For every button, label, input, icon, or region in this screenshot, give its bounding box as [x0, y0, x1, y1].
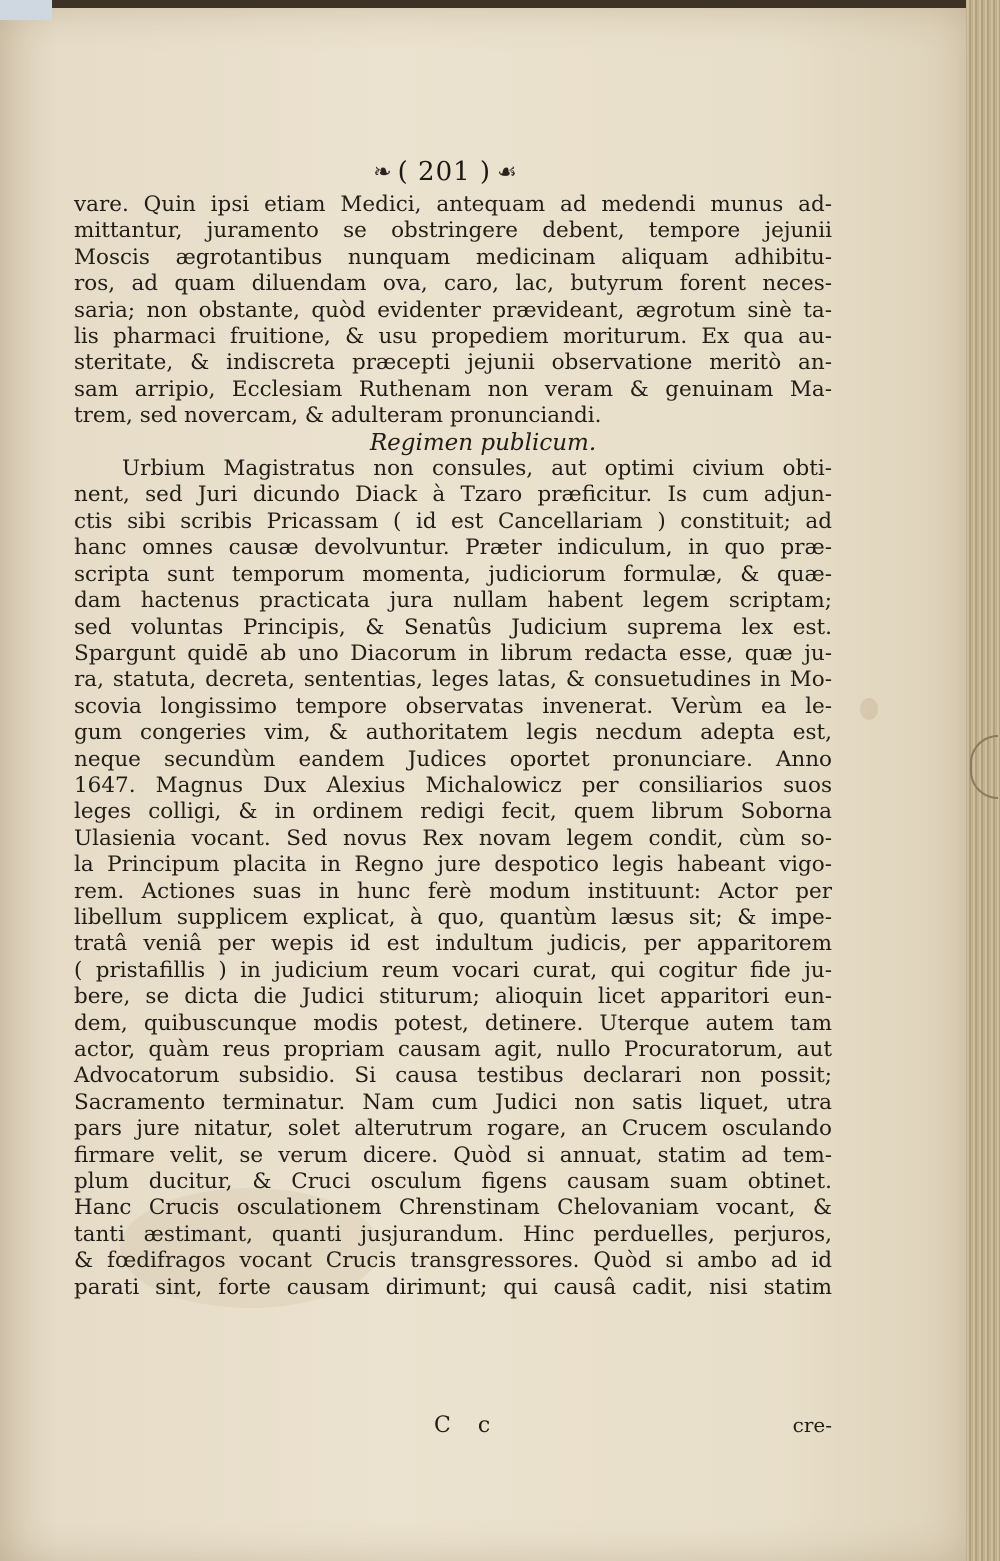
left-ornament-icon: ❧ [373, 159, 392, 185]
text-line: Sacramento terminatur. Nam cum Judici non satis liquet, utra [74, 1089, 832, 1115]
text-line: ros, ad quam diluendam ova, caro, lac, butyrum forent neces- [74, 271, 832, 297]
text-line: neque secundùm eandem Judices oportet pronunciare. Anno [74, 746, 832, 772]
text-line: libellum supplicem explicat, à quo, quantùm læsus sit; & impe- [74, 904, 832, 930]
body-text [74, 192, 832, 1301]
text-line: actor, quàm reus propriam causam agit, nullo Procuratorum, aut [74, 1037, 832, 1062]
text-line: plum ducitur, & Cruci osculum figens causam suam obtinet. [74, 1169, 832, 1195]
text-line: 1647. Magnus Dux Alexius Michalowicz per consiliarios suos [74, 772, 832, 798]
shelf-mark-label [0, 0, 52, 20]
signature-mark: C c [434, 1413, 501, 1438]
text-line: bere, se dicta die Judici stiturum; alioquin licet apparitori eun- [74, 984, 832, 1010]
section-heading: Regimen publicum. [369, 429, 597, 456]
text-line: gum congeries vim, & authoritatem legis necdum adepta est, [74, 720, 832, 746]
text-line: tanti æstimant, quanti jusjurandum. Hinc perduelles, perjuros, [74, 1221, 832, 1247]
catchword: cre- [792, 1413, 832, 1437]
text-line: lis pharmaci fruitione, & usu propediem moriturum. Ex qua au- [74, 324, 832, 350]
text-line: saria; non obstante, quòd evidenter prævideant, ægrotum sinè ta- [74, 297, 832, 323]
text-line: Hanc Crucis osculationem Chrenstinam Chelovaniam vocant, & [74, 1195, 832, 1221]
text-line: parati sint, forte causam dirimunt; qui causâ cadit, nisi statim [74, 1274, 832, 1300]
text-line: Spargunt quidē ab uno Diacorum in librum redacta esse, quæ ju- [74, 640, 832, 666]
text-line: la Principum placita in Regno jure despotico legis habeant vigo- [74, 852, 832, 878]
text-line: Advocatorum subsidio. Si causa testibus declarari non possit; [74, 1063, 832, 1089]
text-line: vare. Quin ipsi etiam Medici, antequam ad medendi munus ad- [74, 192, 832, 217]
text-line: Urbium Magistratus non consules, aut optimi civium obti- [122, 456, 832, 482]
ink-stain [860, 698, 878, 720]
text-line: rem. Actiones suas in hunc ferè modum instituunt: Actor per [74, 878, 832, 904]
text-line: trem, sed novercam, & adulteram pronunciandi. [74, 403, 602, 429]
text-line: mittantur, juramento se obstringere debent, tempore jejunii [74, 218, 832, 244]
text-line: tratâ veniâ per wepis id est indultum judicis, per apparitorem [74, 931, 832, 957]
text-line: ( pristafillis ) in judicium reum vocari curat, qui cogitur fide ju- [74, 957, 832, 983]
text-line: & fœdifragos vocant Crucis transgressores. Quòd si ambo ad id [74, 1248, 832, 1274]
text-line: Moscis ægrotantibus nunquam medicinam aliquam adhibitu- [74, 244, 832, 270]
text-line: Ulasienia vocant. Sed novus Rex novam legem condit, cùm so- [74, 825, 832, 851]
text-line: sed voluntas Principis, & Senatûs Judicium suprema lex est. [74, 614, 832, 640]
text-line: pars jure nitatur, solet alterutrum rogare, an Crucem osculando [74, 1116, 832, 1142]
text-line: dam hactenus practicata jura nullam habent legem scriptam; [74, 588, 832, 614]
text-line: firmare velit, se verum dicere. Quòd si annuat, statim ad tem- [74, 1142, 832, 1168]
text-line: leges colligi, & in ordinem redigi fecit, quem librum Soborna [74, 799, 832, 825]
text-line: sam arripio, Ecclesiam Ruthenam non veram & genuinam Ma- [74, 376, 832, 402]
text-line: steritate, & indiscreta præcepti jejunii observatione meritò an- [74, 350, 832, 376]
page-number: ( 201 ) [397, 157, 492, 187]
text-line: scovia longissimo tempore observatas invenerat. Verùm ea le- [74, 693, 832, 719]
page-header [330, 152, 560, 192]
text-line: ra, statuta, decreta, sententias, leges latas, & consuetudines in Mo- [74, 667, 832, 693]
text-line: nent, sed Juri dicundo Diack à Tzaro præficitur. Is cum adjun- [74, 482, 832, 508]
page-footer [74, 1413, 832, 1443]
text-line: dem, quibuscunque modis potest, detinere. Uterque autem tam [74, 1010, 832, 1036]
text-line: hanc omnes causæ devolvuntur. Præter indiculum, in quo præ- [74, 535, 832, 561]
text-line: ctis sibi scribis Pricassam ( id est Cancellariam ) constituit; ad [74, 508, 832, 534]
text-line: scripta sunt temporum momenta, judiciorum formulæ, & quæ- [74, 561, 832, 587]
right-ornament-icon: ☙ [497, 159, 517, 185]
